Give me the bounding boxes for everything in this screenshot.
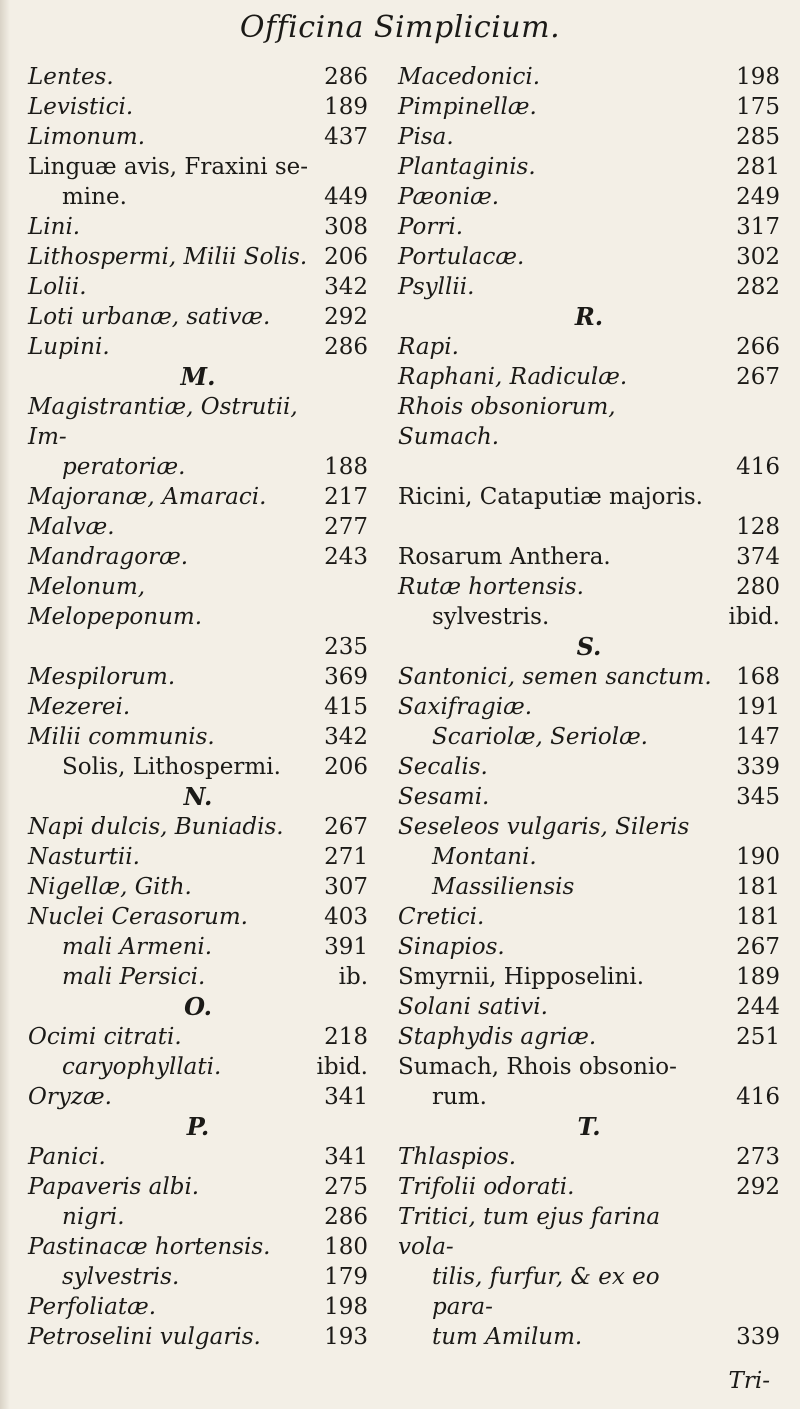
entry-name: Majoranæ, Amaraci. xyxy=(28,484,267,510)
entry-name: caryophyllati. xyxy=(62,1054,222,1080)
page-number: 391 xyxy=(324,934,368,960)
index-entry xyxy=(398,602,780,632)
entry-name xyxy=(398,452,780,482)
index-entry xyxy=(398,1142,780,1172)
page-number: 339 xyxy=(736,754,780,780)
section-letter: R. xyxy=(574,302,604,331)
page-number: 403 xyxy=(324,904,368,930)
entry-name: Staphydis agriæ. xyxy=(398,1024,597,1050)
entry-name: Nigellæ, Gith. xyxy=(28,874,192,900)
index-entry xyxy=(398,662,780,692)
index-entry xyxy=(28,962,368,992)
section-letter: S. xyxy=(576,632,602,661)
index-entry xyxy=(28,572,368,632)
entry-name: Macedonici. xyxy=(398,64,541,90)
page-number: 317 xyxy=(736,214,780,240)
page-number: 345 xyxy=(736,784,780,810)
index-entry xyxy=(28,632,368,662)
index-entry xyxy=(398,572,780,602)
section-letter: P. xyxy=(186,1112,210,1141)
index-entry xyxy=(28,62,368,92)
index-entry xyxy=(398,872,780,902)
entry-name: Petroselini vulgaris. xyxy=(28,1324,261,1350)
entry-name: Melonum, Melopeponum. xyxy=(28,574,203,630)
page-number: 292 xyxy=(324,304,368,330)
page-number: 449 xyxy=(324,184,368,210)
index-entry xyxy=(398,782,780,812)
entry-name: Raphani, Radiculæ. xyxy=(398,364,628,390)
entry-name: Nuclei Cerasorum. xyxy=(28,904,248,930)
index-entry xyxy=(28,512,368,542)
page-number: 206 xyxy=(324,244,368,270)
entry-name: mine. xyxy=(62,184,127,210)
page-number: 251 xyxy=(736,1024,780,1050)
page-number: 175 xyxy=(736,94,780,120)
entry-name: Lupini. xyxy=(28,334,110,360)
entry-name: Mespilorum. xyxy=(28,664,176,690)
index-entry xyxy=(28,1052,368,1082)
page-number: 217 xyxy=(324,484,368,510)
index-entry xyxy=(28,752,368,782)
index-entry xyxy=(398,1022,780,1052)
entry-name: Lentes. xyxy=(28,64,114,90)
page-number: 341 xyxy=(324,1084,368,1110)
page-number: 267 xyxy=(324,814,368,840)
index-entry xyxy=(28,1172,368,1202)
page-number: 189 xyxy=(736,964,780,990)
page-number: 341 xyxy=(324,1144,368,1170)
index-entry xyxy=(398,962,780,992)
index-entry xyxy=(398,122,780,152)
page-number: 191 xyxy=(736,694,780,720)
index-entry xyxy=(398,362,780,392)
page-number: 193 xyxy=(324,1324,368,1350)
index-entry xyxy=(28,872,368,902)
entry-name: Rapi. xyxy=(398,334,459,360)
page-number: 292 xyxy=(736,1174,780,1200)
entry-name: Pæoniæ. xyxy=(398,184,500,210)
index-column-right xyxy=(398,62,780,1352)
entry-name: Levistici. xyxy=(28,94,134,120)
entry-name: mali Armeni. xyxy=(62,934,213,960)
page-number: 282 xyxy=(736,274,780,300)
entry-name: Nasturtii. xyxy=(28,844,140,870)
index-entry xyxy=(398,992,780,1022)
page-number: 286 xyxy=(324,1204,368,1230)
page-number: 277 xyxy=(324,514,368,540)
index-entry xyxy=(28,1082,368,1112)
section-letter: O. xyxy=(184,992,212,1021)
index-entry xyxy=(28,392,368,452)
section-letter: T. xyxy=(577,1112,601,1141)
entry-name: Portulacæ. xyxy=(398,244,525,270)
page-number: 147 xyxy=(736,724,780,750)
entry-name: Pimpinellæ. xyxy=(398,94,537,120)
page-number: 180 xyxy=(324,1234,368,1260)
entry-name: Lithospermi, Milii Solis. xyxy=(28,244,308,270)
index-entry xyxy=(28,1262,368,1292)
page-number: 374 xyxy=(736,544,780,570)
entry-name: Oryzæ. xyxy=(28,1084,112,1110)
index-entry xyxy=(28,812,368,842)
index-entry xyxy=(398,1322,780,1352)
entry-name: Lini. xyxy=(28,214,81,240)
page-number: 437 xyxy=(324,124,368,150)
index-entry xyxy=(28,1322,368,1352)
page-number: 266 xyxy=(736,334,780,360)
entry-name: Perfoliatæ. xyxy=(28,1294,157,1320)
entry-name: Rhois obsoniorum, Sumach. xyxy=(398,394,616,450)
entry-name: sylvestris. xyxy=(432,604,550,630)
catchword: Tri- xyxy=(728,1368,770,1394)
entry-name: Smyrnii, Hipposelini. xyxy=(398,964,645,990)
entry-name: Papaveris albi. xyxy=(28,1174,200,1200)
index-entry xyxy=(398,1082,780,1112)
index-entry xyxy=(398,902,780,932)
index-entry xyxy=(28,182,368,212)
page-number: 188 xyxy=(324,454,368,480)
page-number: 206 xyxy=(324,754,368,780)
page-number: 302 xyxy=(736,244,780,270)
entry-name: Limonum. xyxy=(28,124,146,150)
entry-name: Sesami. xyxy=(398,784,490,810)
entry-name: Lolii. xyxy=(28,274,87,300)
page-number: 244 xyxy=(736,994,780,1020)
page-number: 249 xyxy=(736,184,780,210)
page-number: ibid. xyxy=(316,1054,368,1080)
page-number: 280 xyxy=(736,574,780,600)
entry-name: Loti urbanæ, sativæ. xyxy=(28,304,271,330)
index-entry xyxy=(398,62,780,92)
entry-name: Seseleos vulgaris, Sileris xyxy=(398,814,690,840)
entry-name: Psyllii. xyxy=(398,274,475,300)
index-entry xyxy=(28,1142,368,1172)
index-entry xyxy=(28,722,368,752)
entry-name: Ocimi citrati. xyxy=(28,1024,182,1050)
index-column-left xyxy=(28,62,368,1352)
index-entry xyxy=(398,242,780,272)
page-number: 190 xyxy=(736,844,780,870)
page-number: 342 xyxy=(324,724,368,750)
index-entry xyxy=(398,542,780,572)
entry-name: Linguæ avis, Fraxini se- xyxy=(28,154,309,180)
entry-name: Plantaginis. xyxy=(398,154,536,180)
index-entry xyxy=(398,1202,780,1262)
index-entry xyxy=(398,392,780,452)
page-number: 243 xyxy=(324,544,368,570)
index-entry xyxy=(398,1052,780,1082)
entry-name: Solis, Lithospermi. xyxy=(62,754,281,780)
index-entry xyxy=(28,152,368,182)
index-entry xyxy=(28,122,368,152)
entry-name: Pastinacæ hortensis. xyxy=(28,1234,271,1260)
page-number: ib. xyxy=(338,964,368,990)
page-number: 181 xyxy=(736,874,780,900)
index-entry xyxy=(398,1262,780,1322)
index-entry xyxy=(28,482,368,512)
page-number: 181 xyxy=(736,904,780,930)
index-entry xyxy=(28,842,368,872)
page-number: 189 xyxy=(324,94,368,120)
entry-name: rum. xyxy=(432,1084,487,1110)
index-entry xyxy=(398,212,780,242)
page-number: 273 xyxy=(736,1144,780,1170)
entry-name: Montani. xyxy=(432,844,537,870)
page-number: 128 xyxy=(736,514,780,540)
entry-name: Mandragoræ. xyxy=(28,544,189,570)
entry-name: Thlaspios. xyxy=(398,1144,517,1170)
entry-name: Napi dulcis, Buniadis. xyxy=(28,814,284,840)
entry-name: Pisa. xyxy=(398,124,454,150)
page-number: ibid. xyxy=(728,604,780,630)
entry-name: Massiliensis xyxy=(432,874,575,900)
page-number: 275 xyxy=(324,1174,368,1200)
index-entry xyxy=(398,752,780,782)
index-entry xyxy=(398,92,780,122)
index-entry xyxy=(28,692,368,722)
page-number: 198 xyxy=(324,1294,368,1320)
index-entry xyxy=(28,272,368,302)
entry-name: Saxifragiæ. xyxy=(398,694,533,720)
page-number: 267 xyxy=(736,934,780,960)
entry-name: mali Persici. xyxy=(62,964,206,990)
index-entry xyxy=(28,662,368,692)
page-number: 307 xyxy=(324,874,368,900)
entry-name: Solani sativi. xyxy=(398,994,548,1020)
index-entry xyxy=(28,542,368,572)
entry-name: Sumach, Rhois obsonio- xyxy=(398,1054,677,1080)
page-number: 218 xyxy=(324,1024,368,1050)
page-number: 179 xyxy=(324,1264,368,1290)
entry-name: Scariolæ, Seriolæ. xyxy=(432,724,648,750)
index-entry xyxy=(398,1172,780,1202)
index-entry xyxy=(28,932,368,962)
index-entry xyxy=(28,1292,368,1322)
page-number: 168 xyxy=(736,664,780,690)
entry-name: tilis, furfur, & ex eo para- xyxy=(432,1264,660,1320)
index-entry xyxy=(398,812,780,842)
entry-name: Trifolii odorati. xyxy=(398,1174,575,1200)
entry-name: Sinapios. xyxy=(398,934,505,960)
entry-name: nigri. xyxy=(62,1204,125,1230)
entry-name: Cretici. xyxy=(398,904,485,930)
entry-name: Panici. xyxy=(28,1144,106,1170)
page-number: 369 xyxy=(324,664,368,690)
entry-name: tum Amilum. xyxy=(432,1324,583,1350)
entry-name: Porri. xyxy=(398,214,464,240)
index-entry xyxy=(398,482,780,512)
page-number: 286 xyxy=(324,64,368,90)
index-entry xyxy=(398,842,780,872)
entry-name xyxy=(28,632,368,662)
page-number: 308 xyxy=(324,214,368,240)
entry-name xyxy=(398,512,780,542)
page-number: 285 xyxy=(736,124,780,150)
entry-name: Milii communis. xyxy=(28,724,215,750)
index-entry xyxy=(28,452,368,482)
entry-name: Ricini, Cataputiæ majoris. xyxy=(398,484,703,510)
page-number: 415 xyxy=(324,694,368,720)
entry-name: Tritici, tum ejus farina vola- xyxy=(398,1204,661,1260)
index-entry xyxy=(398,332,780,362)
page-number: 342 xyxy=(324,274,368,300)
entry-name: Rutæ hortensis. xyxy=(398,574,584,600)
index-entry xyxy=(398,722,780,752)
page-number: 235 xyxy=(324,634,368,660)
entry-name: Secalis. xyxy=(398,754,488,780)
index-entry xyxy=(28,332,368,362)
index-entry xyxy=(398,272,780,302)
index-entry xyxy=(28,302,368,332)
section-letter: M. xyxy=(180,362,216,391)
index-entry xyxy=(28,902,368,932)
running-head: Officina Simplicium. xyxy=(239,10,561,45)
index-entry xyxy=(398,932,780,962)
entry-name: Magistrantiæ, Ostrutii, Im- xyxy=(28,394,298,450)
index-entry xyxy=(398,452,780,482)
page-number: 267 xyxy=(736,364,780,390)
page-gutter xyxy=(0,0,10,1409)
index-entry xyxy=(398,512,780,542)
page-number: 198 xyxy=(736,64,780,90)
entry-name: Santonici, semen sanctum. xyxy=(398,664,712,690)
section-letter: N. xyxy=(183,782,213,811)
entry-name: Rosarum Anthera. xyxy=(398,544,611,570)
entry-name: peratoriæ. xyxy=(62,454,186,480)
page-number: 416 xyxy=(736,454,780,480)
page-number: 339 xyxy=(736,1324,780,1350)
index-entry xyxy=(28,242,368,272)
entry-name: sylvestris. xyxy=(62,1264,180,1290)
page-number: 286 xyxy=(324,334,368,360)
page-number: 416 xyxy=(736,1084,780,1110)
index-entry xyxy=(28,1232,368,1262)
index-entry xyxy=(28,1202,368,1232)
page-number: 281 xyxy=(736,154,780,180)
index-entry xyxy=(398,692,780,722)
entry-name: Malvæ. xyxy=(28,514,115,540)
index-entry xyxy=(398,182,780,212)
index-entry xyxy=(28,1022,368,1052)
index-entry xyxy=(398,152,780,182)
index-entry xyxy=(28,212,368,242)
index-entry xyxy=(28,92,368,122)
page-number: 271 xyxy=(324,844,368,870)
entry-name: Mezerei. xyxy=(28,694,131,720)
